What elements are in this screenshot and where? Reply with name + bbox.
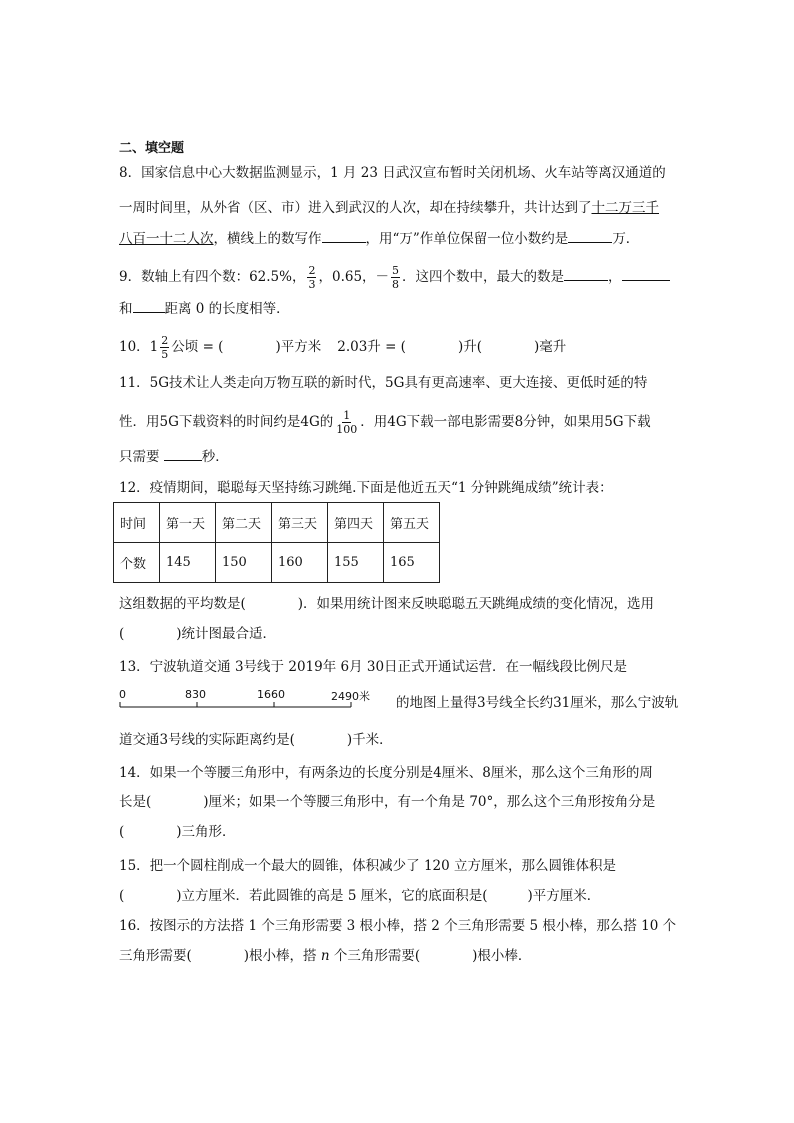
q12-text: ( — [119, 626, 125, 642]
q15-line1: 15．把一个圆柱削成一个最大的圆锥，体积减少了 120 立方厘米，那么圆锥体积是 — [119, 858, 617, 874]
scale-bar — [119, 688, 379, 718]
q14-text: 长是( — [119, 794, 152, 810]
q9-line2 — [119, 298, 290, 319]
q12-intro: 12．疫情期间，聪聪每天坚持练习跳绳.下面是他近五天“1 分钟跳绳成绩”统计表： — [119, 480, 613, 496]
q11-fraction — [335, 409, 358, 436]
table-header-cell: 第五天 — [384, 503, 440, 543]
q8-line3 — [119, 228, 639, 249]
q13-line3 — [119, 730, 393, 750]
q9-fraction-1 — [307, 264, 316, 291]
table-cell: 个数 — [114, 543, 160, 583]
q9-blank-3[interactable] — [133, 298, 165, 313]
q9-line1 — [119, 263, 670, 291]
q13-line1: 13．宁波轨道交通 3号线于 2019年 6月 30日正式开通试运营．在一幅线段比例尺是 — [119, 659, 628, 675]
q11-line3 — [119, 446, 229, 467]
stats-table — [113, 502, 440, 583]
q14-line3 — [119, 822, 236, 842]
q15-text: ( — [119, 888, 125, 904]
frac-den: 3 — [308, 278, 316, 291]
q10-text: )升( — [457, 339, 483, 355]
table-header-cell: 时间 — [114, 503, 160, 543]
q11-line2 — [119, 405, 651, 439]
q12-line2 — [119, 594, 654, 614]
q9-blank-1[interactable] — [564, 266, 608, 281]
q11-text: 秒． — [201, 449, 229, 465]
q10-line — [119, 333, 566, 361]
q10-text: )毫升 — [534, 339, 567, 355]
q15-line2 — [119, 886, 600, 906]
q16-text: )根小棒． — [472, 948, 532, 964]
q14-line2 — [119, 792, 655, 812]
table-row — [114, 503, 440, 543]
q16-text: 个三角形需要( — [329, 948, 421, 964]
q9-text: 距离 0 的长度相等． — [164, 301, 290, 317]
q10-fraction — [160, 334, 169, 361]
q9-text: 和 — [119, 301, 133, 317]
table-cell: 160 — [272, 543, 328, 583]
q8-text: 万． — [612, 231, 640, 247]
frac-num: 2 — [161, 334, 169, 347]
table-header-cell: 第四天 — [328, 503, 384, 543]
section-title: 二、填空题 — [119, 141, 185, 156]
q13-line2: 的地图上量得3号线全长约31厘米，那么宁波轨 — [396, 695, 679, 711]
q8-underlined-number-cont: 八百一十二人次 — [119, 231, 214, 247]
q8-line2 — [119, 198, 659, 218]
scale-label: 1660 — [257, 688, 285, 701]
frac-den: 8 — [392, 278, 400, 291]
q10-text: )平方米 — [275, 339, 322, 355]
q8-line1: 8．国家信息中心大数据监测显示，1 月 23 日武汉宣布暂时关闭机场、火车站等离汉通道的 — [119, 165, 666, 181]
q12-line3 — [119, 624, 276, 644]
q8-blank-2[interactable] — [568, 228, 612, 243]
q10-text: 公顷 = ( — [171, 339, 224, 355]
q9-text: ，0.65，－ — [318, 269, 390, 285]
q15-text: )平方厘米． — [527, 888, 601, 904]
q16-line2 — [119, 946, 531, 966]
q16-variable-n: n — [320, 948, 330, 964]
frac-num: 1 — [343, 409, 351, 422]
table-cell: 165 — [384, 543, 440, 583]
q9-text: ， — [608, 269, 622, 285]
frac-num: 2 — [308, 264, 316, 277]
q9-text: 9．数轴上有四个数：62.5%， — [119, 269, 306, 285]
q16-text: )根小棒，搭 — [243, 948, 321, 964]
table-header-cell: 第三天 — [272, 503, 328, 543]
q11-blank[interactable] — [164, 446, 202, 461]
q12-text: )．如果用统计图来反映聪聪五天跳绳成绩的变化情况，选用 — [297, 596, 655, 612]
q12-text: 这组数据的平均数是( — [119, 596, 246, 612]
scale-label: 2490米 — [331, 690, 370, 703]
q11-line1: 11．5G技术让人类走向万物互联的新时代，5G具有更高速率、更大连接、更低时延的特 — [119, 375, 648, 391]
scale-line — [119, 702, 359, 712]
table-cell: 155 — [328, 543, 384, 583]
q9-fraction-2 — [391, 264, 400, 291]
table-row — [114, 543, 440, 583]
scale-label: 0 — [119, 688, 126, 701]
q10-text: 2.03升 = ( — [337, 339, 406, 355]
q13-text: 道交通3号线的实际距离约是( — [119, 732, 295, 748]
q11-text: ．用4G下载一部电影需要8分钟，如果用5G下载 — [360, 414, 651, 430]
q8-text: 一周时间里，从外省（区、市）进入到武汉的人次，却在持续攀升，共计达到了 — [119, 200, 592, 216]
q16-text: 三角形需要( — [119, 948, 192, 964]
q8-underlined-number: 十二万三千 — [591, 200, 659, 216]
frac-den: 5 — [161, 348, 169, 361]
q14-text: ( — [119, 824, 125, 840]
table-cell: 145 — [160, 543, 216, 583]
q12-text: )统计图最合适． — [176, 626, 277, 642]
table-header-cell: 第二天 — [216, 503, 272, 543]
q15-text: )立方厘米．若此圆锥的高是 5 厘米，它的底面积是( — [176, 888, 488, 904]
scale-label: 830 — [185, 688, 206, 701]
q14-text: )三角形． — [176, 824, 236, 840]
q14-text: )厘米；如果一个等腰三角形中，有一个角是 70°，那么这个三角形按角分是 — [203, 794, 656, 810]
q9-blank-2[interactable] — [622, 266, 670, 281]
frac-den: 100 — [336, 423, 358, 436]
q8-blank-1[interactable] — [322, 228, 366, 243]
q8-text: ，横线上的数写作 — [213, 231, 322, 247]
q11-text: 性．用5G下载资料的时间约是4G的 — [119, 414, 334, 430]
frac-num: 5 — [392, 264, 400, 277]
table-header-cell: 第一天 — [160, 503, 216, 543]
q10-text: 10．1 — [119, 339, 159, 355]
q9-text: ．这四个数中，最大的数是 — [402, 269, 565, 285]
q16-line1: 16．按图示的方法搭 1 个三角形需要 3 根小棒，搭 2 个三角形需要 5 根小棒，那么搭 10 个 — [119, 918, 677, 934]
q8-text: ，用“万”作单位保留一位小数约是 — [365, 231, 569, 247]
q14-line1: 14．如果一个等腰三角形中，有两条边的长度分别是4厘米、8厘米，那么这个三角形的周 — [119, 765, 653, 781]
q13-text: )千米． — [346, 732, 393, 748]
table-cell: 150 — [216, 543, 272, 583]
q11-text: 只需要 — [119, 449, 164, 465]
